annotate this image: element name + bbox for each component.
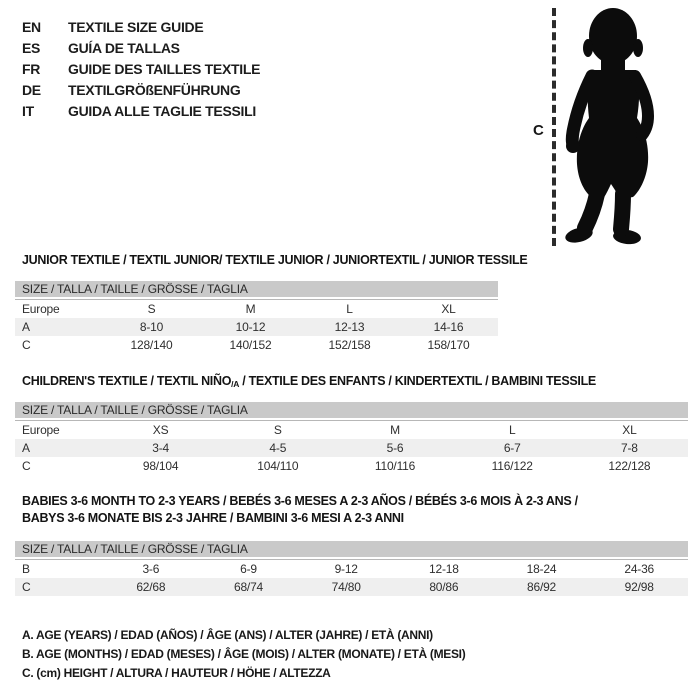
language-title: TEXTILGRÖßENFÜHRUNG — [68, 82, 241, 98]
row-label: Europe — [22, 302, 60, 316]
language-title: TEXTILE SIZE GUIDE — [68, 19, 204, 35]
row-label: C — [22, 580, 31, 594]
row-label: A — [22, 320, 30, 334]
row-label: Europe — [22, 423, 60, 437]
language-code: IT — [22, 103, 34, 119]
language-list — [22, 17, 260, 122]
junior-section-title: JUNIOR TEXTILE / TEXTIL JUNIOR/ TEXTILE JUNIOR / JUNIORTEXTIL / JUNIOR TESSILE — [22, 253, 528, 267]
size-value-cell: 80/86 — [429, 580, 459, 594]
children-section-title — [22, 374, 596, 389]
size-row-b — [15, 559, 688, 578]
junior-size-table — [15, 281, 498, 354]
children-title-post: / TEXTILE DES ENFANTS / KINDERTEXTIL / BAMBINI TESSILE — [239, 374, 596, 388]
size-value-cell: S — [147, 302, 156, 316]
language-row-es — [22, 38, 260, 59]
size-row-a — [15, 439, 688, 457]
size-value-cell: XL — [441, 302, 456, 316]
language-code: DE — [22, 82, 41, 98]
size-value-cell: 122/128 — [608, 459, 651, 473]
size-value-cell: M — [390, 423, 400, 437]
size-value-cell: 152/158 — [328, 338, 371, 352]
row-label: C — [22, 459, 31, 473]
size-value-cell: M — [245, 302, 256, 316]
language-title: GUIDA ALLE TAGLIE TESSILI — [68, 103, 256, 119]
language-title: GUIDE DES TAILLES TEXTILE — [68, 61, 261, 77]
size-value-cell: 86/92 — [527, 580, 557, 594]
size-value-cell: 68/74 — [233, 580, 264, 594]
size-value-cell: L — [508, 423, 516, 437]
children-title-subscript: /A — [231, 379, 240, 389]
children-title-pre: CHILDREN'S TEXTILE / TEXTIL NIÑO — [22, 374, 232, 388]
size-value-cell: 74/80 — [331, 580, 361, 594]
size-value-cell: L — [346, 302, 353, 316]
size-value-cell: 4-5 — [269, 441, 287, 455]
size-value-cell: 14-16 — [433, 320, 464, 334]
size-row-c — [15, 457, 688, 475]
toddler-silhouette-icon — [563, 6, 665, 246]
children-size-table — [15, 402, 688, 475]
size-table-header: SIZE / TALLA / TAILLE / GRÖSSE / TAGLIA — [15, 281, 498, 297]
language-row-it — [22, 101, 260, 122]
size-value-cell: 62/68 — [136, 580, 166, 594]
legend-line-b: B. AGE (MONTHS) / EDAD (MESES) / ÂGE (MOIS) / ALTER (MONATE) / ETÀ (MESI) — [22, 647, 466, 661]
size-value-cell: 5-6 — [386, 441, 404, 455]
size-value-cell: 8-10 — [139, 320, 164, 334]
language-row-de — [22, 80, 260, 101]
row-label: B — [22, 562, 30, 576]
language-row-en — [22, 17, 260, 38]
size-value-cell: 128/140 — [130, 338, 173, 352]
size-value-cell: 7-8 — [621, 441, 638, 455]
size-value-cell: 3-4 — [152, 441, 169, 455]
size-value-cell: 24-36 — [624, 562, 655, 576]
size-value-cell: 140/152 — [229, 338, 272, 352]
row-label: A — [22, 441, 30, 455]
size-value-cell: 18-24 — [526, 562, 557, 576]
size-value-cell: S — [273, 423, 282, 437]
babies-section-title-line1: BABIES 3-6 MONTH TO 2-3 YEARS / BEBÉS 3-6 MESES A 2-3 AÑOS / BÉBÉS 3-6 MOIS À 2-3 ANS / — [22, 494, 578, 508]
babies-size-table — [15, 541, 688, 596]
size-row-europe — [15, 299, 498, 318]
height-measure-dashed-line — [552, 8, 556, 246]
language-title: GUÍA DE TALLAS — [68, 40, 180, 56]
size-value-cell: 10-12 — [235, 320, 266, 334]
language-code: ES — [22, 40, 41, 56]
size-table-header: SIZE / TALLA / TAILLE / GRÖSSE / TAGLIA — [15, 541, 688, 557]
size-value-cell: 3-6 — [142, 562, 160, 576]
size-value-cell: 92/98 — [624, 580, 654, 594]
language-code: FR — [22, 61, 41, 77]
size-value-cell: XS — [152, 423, 169, 437]
size-row-europe — [15, 420, 688, 439]
measurement-legend — [22, 626, 465, 683]
size-value-cell: 6-9 — [240, 562, 257, 576]
language-row-fr — [22, 59, 260, 80]
size-value-cell: 116/122 — [491, 459, 533, 473]
size-value-cell: 6-7 — [503, 441, 521, 455]
legend-line-c: C. (cm) HEIGHT / ALTURA / HAUTEUR / HÖHE / ALTEZZA — [22, 666, 331, 680]
size-value-cell: 110/116 — [374, 459, 416, 473]
size-row-a — [15, 318, 498, 336]
language-code: EN — [22, 19, 41, 35]
size-row-c — [15, 578, 688, 596]
legend-line-a: A. AGE (YEARS) / EDAD (AÑOS) / ÂGE (ANS) / ALTER (JAHRE) / ETÀ (ANNI) — [22, 628, 433, 642]
row-label: C — [22, 338, 31, 352]
babies-section-title-line2: BABYS 3-6 MONATE BIS 2-3 JAHRE / BAMBINI 3-6 MESI A 2-3 ANNI — [22, 511, 404, 525]
size-value-cell: 12-18 — [429, 562, 459, 576]
size-value-cell: 9-12 — [334, 562, 358, 576]
size-value-cell: 98/104 — [142, 459, 179, 473]
height-measure-label: C — [533, 122, 544, 139]
size-row-c — [15, 336, 498, 354]
size-value-cell: 158/170 — [427, 338, 470, 352]
size-value-cell: XL — [622, 423, 637, 437]
size-value-cell: 12-13 — [334, 320, 365, 334]
size-table-header: SIZE / TALLA / TAILLE / GRÖSSE / TAGLIA — [15, 402, 688, 418]
size-value-cell: 104/110 — [257, 459, 299, 473]
